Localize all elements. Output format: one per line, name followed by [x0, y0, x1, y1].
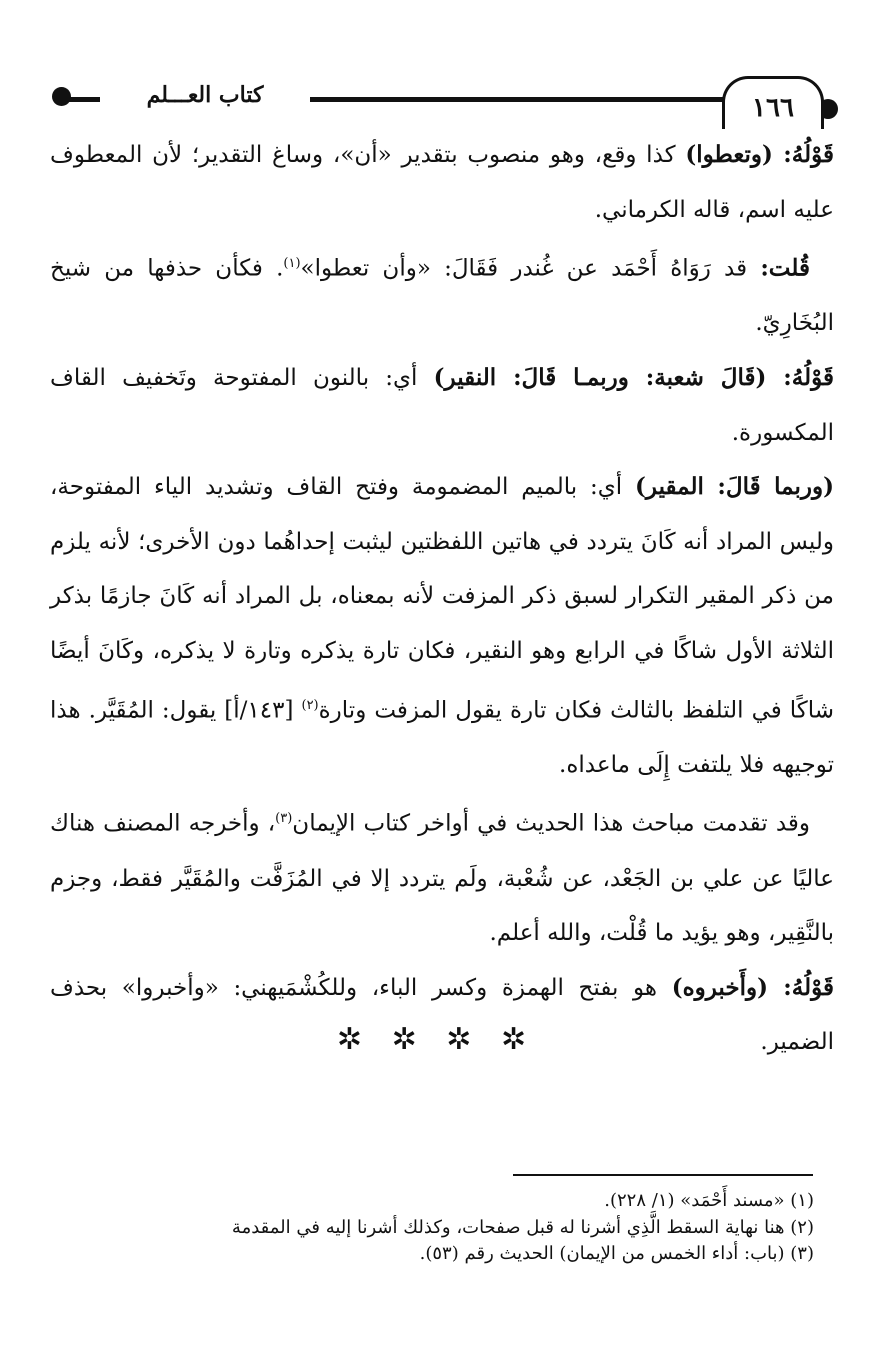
running-title: كتاب العـــلم [100, 78, 310, 112]
footnote-rule [513, 1174, 813, 1176]
footnote-2: (٢) هنا نهاية السقط الَّذِي أشرنا له قبل صفحات، وكذلك أشرنا إليه في المقدمة [231, 1216, 814, 1238]
paragraph-2 [50, 237, 834, 351]
main-text [50, 128, 834, 1070]
paragraph-4 [50, 460, 834, 792]
paragraph-4-tail: [١٤٣/أ] يقول: المُقَيَّر. هذا توجيهه فلا يلتفت إِلَى ماعداه. [50, 697, 834, 778]
footnote-1: (١) «مسند أَحْمَد» (١/ ٢٢٨). [604, 1190, 814, 1211]
paragraph-5-text: وقد تقدمت مباحث هذا الحديث في أواخر كتاب الإيمان [292, 811, 810, 838]
paragraph-4-text: أي: بالميم المضمومة وفتح القاف وتشديد الياء المفتوحة، وليس المراد أنه كَانَ يتردد في هاتين اللفظتين ليثبت إحداهُما دون الأخرى؛ لأنه يلزم من ذكر المقير التكرار لسبق ذكر المزفت لأنه بمعناه، بل المراد أنه كَانَ جازمًا بذكر الثلاثة الأول شاكًا في الرابع وهو النقير، فكان تارة يذكره وتارة لا يذكره، وكَانَ أيضًا شاكًا في التلفظ بالثالث فكان تارة يقول المزفت وتارة [50, 474, 834, 724]
footnote-ref-3[interactable]: (٣) [275, 811, 293, 827]
section-separator: ✲ ✲ ✲ ✲ [336, 1022, 537, 1057]
footnote-ref-2[interactable]: (٢) [301, 697, 319, 713]
paragraph-3 [50, 351, 834, 460]
header-ornament-left [52, 87, 71, 106]
paragraph-2-lead: قُلت: [760, 254, 810, 282]
page-number: ١٦٦ [722, 76, 824, 129]
footnote-ref-1[interactable]: (١) [283, 256, 301, 272]
paragraph-1-lead: قَوْلُهُ: (وتعطوا) [685, 141, 834, 168]
paragraph-2-text: قد رَوَاهُ أَحْمَد عن غُندر فَقَالَ: «وأن تعطوا» [300, 255, 761, 282]
paragraph-6-text: هو بفتح الهمزة وكسر الباء، وللكُشْمَيهني: «وأخبروا» بحذف الضمير. [50, 974, 834, 1056]
paragraph-3-text: أي: بالنون المفتوحة وتَخفيف القاف المكسورة. [50, 365, 834, 446]
paragraph-4-lead: (وربما قَالَ: المقير) [635, 473, 834, 501]
paragraph-3-lead: قَوْلُهُ: (قَالَ شعبة: وربمـا قَالَ: النقير) [433, 364, 834, 392]
paragraph-5-tail: ، وأخرجه المصنف هناك عاليًا عن علي بن الجَعْد، عن شُعْبة، ولَم يتردد إلا في المُزَفَّت والمُقَيَّر فقط، وجزم بالنَّقِير، وهو يؤيد ما قُلْت، والله أعلم. [50, 811, 834, 947]
footnotes [180, 1188, 814, 1268]
paragraph-1 [50, 128, 834, 237]
footnote-3: (٣) (باب: أداء الخمس من الإيمان) الحديث رقم (٥٣). [419, 1243, 814, 1264]
paragraph-1-text: كذا وقع، وهو منصوب بتقدير «أن»، وساغ التقدير؛ لأن المعطوف عليه اسم، قاله الكرماني. [50, 142, 834, 223]
paragraph-5 [50, 792, 834, 960]
paragraph-2-tail: . فكأن حذفها من شيخ البُخَارِيّ. [50, 255, 834, 337]
paragraph-6-lead: قَوْلُهُ: (وأَخبروه) [671, 973, 835, 1001]
